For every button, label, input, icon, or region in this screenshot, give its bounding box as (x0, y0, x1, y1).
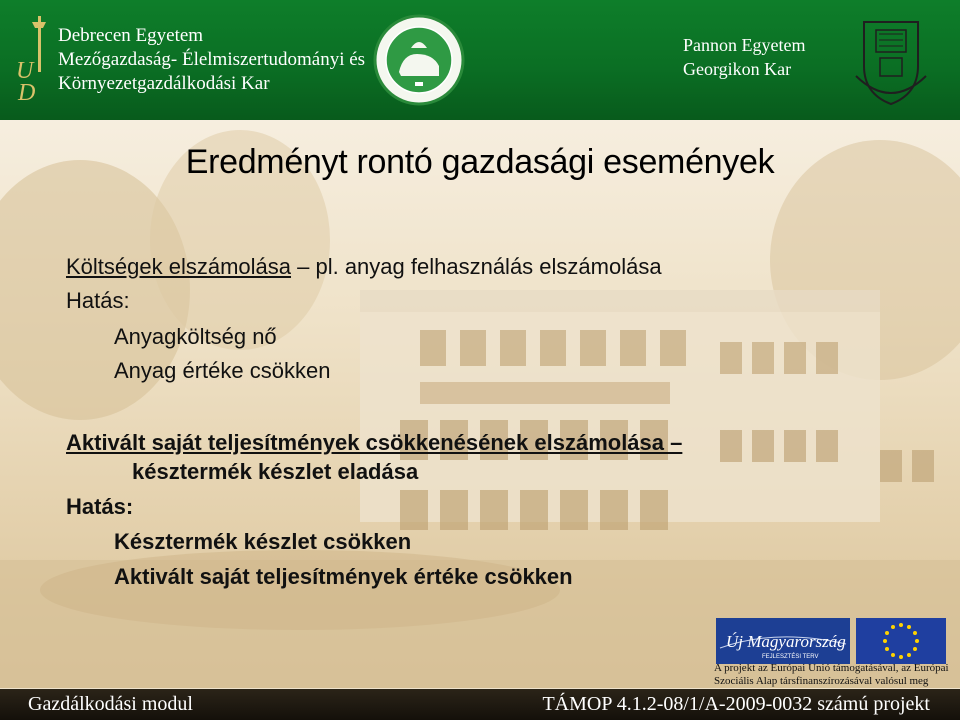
eu-brand-subtext: FEJLESZTÉSI TERV (762, 654, 819, 660)
org-line: Pannon Egyetem (683, 35, 806, 55)
building-photo-background (0, 120, 960, 688)
slide-title: Eredményt rontó gazdasági események (185, 143, 775, 181)
eu-note-line: Szociális Alap társfinanszírozásával valósul meg (714, 675, 929, 687)
block1-effect-label: Hatás: (66, 288, 130, 313)
org-line: Környezetgazdálkodási Kar (58, 73, 270, 94)
eu-note-line: A projekt az Európai Unió támogatásával, az Európai (714, 662, 949, 674)
block1-heading-rest: – pl. anyag felhasználás elszámolása (291, 254, 662, 279)
header-band (0, 0, 960, 120)
eu-funding-note (714, 662, 950, 688)
right-organization-name (683, 33, 805, 81)
org-line: Debrecen Egyetem (58, 25, 204, 46)
org-line: Mezőgazdaság- Élelmiszertudományi és (58, 49, 366, 70)
org-line: Georgikon Kar (683, 59, 792, 79)
block1-heading-underlined: Költségek elszámolása (66, 254, 292, 279)
footer-bar (0, 689, 960, 720)
faculty-seal-logo (373, 14, 465, 106)
eu-brand-text: Új Magyarország (726, 632, 846, 651)
block2-heading-continued: késztermék készlet eladása (132, 459, 419, 484)
footer-project-id: TÁMOP 4.1.2-08/1/A-2009-0032 számú projekt (542, 693, 930, 715)
block1-effect-item: Anyagköltség nő (114, 324, 277, 349)
block2-effect-item: Késztermék készlet csökken (114, 529, 412, 554)
pannon-crest-logo (846, 14, 936, 108)
svg-text:D: D (18, 80, 36, 106)
ud-university-logo (10, 12, 50, 108)
block2-effect-label: Hatás: (66, 494, 134, 519)
block1-effect-item: Anyag értéke csökken (114, 358, 331, 383)
footer-module-name: Gazdálkodási modul (28, 693, 193, 715)
block1-heading (66, 254, 662, 280)
eu-logos (716, 618, 946, 664)
block2-effect-item: Aktivált saját teljesítmények értéke csökken (114, 564, 573, 589)
left-organization-name (58, 24, 365, 96)
block2-heading: Aktivált saját teljesítmények csökkenésének elszámolása – (66, 430, 683, 455)
svg-text:U: U (16, 58, 34, 84)
